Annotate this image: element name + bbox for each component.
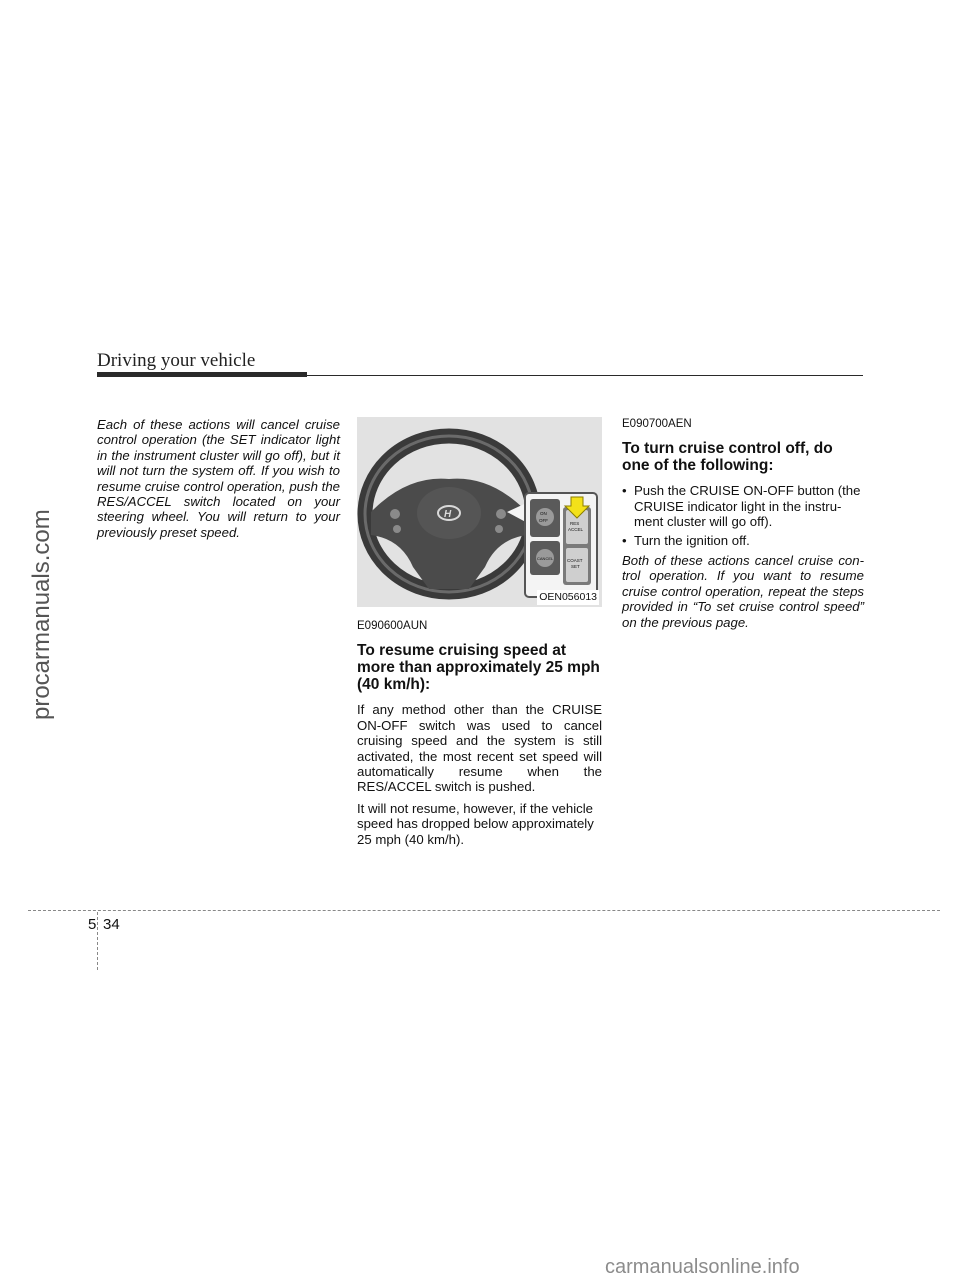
svg-text:H: H: [444, 509, 452, 520]
accel-label: ACCEL: [568, 527, 584, 532]
middle-column: [357, 417, 602, 853]
on-label: ON: [540, 511, 547, 516]
footer-vertical-divider: [97, 912, 98, 970]
set-label: SET: [571, 564, 580, 569]
side-watermark: procarmanuals.com: [28, 509, 55, 720]
header-rule-thin: [307, 375, 863, 376]
off-label: OFF: [539, 518, 548, 523]
section-code: E090700AEN: [622, 418, 692, 430]
coast-label: COAST: [567, 558, 583, 563]
section-number: 5: [88, 916, 97, 933]
figure-caption: OEN056013: [537, 590, 599, 605]
bullet-list: [622, 483, 864, 548]
header-rule-thick: [97, 372, 307, 377]
paragraph: It will not resume, however, if the vehicle speed has dropped below approximately 25 mph (40 km/h).: [357, 800, 594, 847]
page-header-title: Driving your vehicle: [97, 350, 256, 371]
steering-wheel-figure: [357, 417, 602, 607]
cancel-actions-note: Each of these actions will cancel cruise control operation (the SET indicator light in the instrument cluster will go off), but it will not turn the system off. If you wish to resume cruise control operation, push the RES/ACCEL switch located on your steering wheel. You will return to your previously preset speed.: [97, 417, 340, 540]
section-heading: To resume cruising speed at more than approximately 25 mph (40 km/h):: [357, 642, 600, 694]
paragraph: If any method other than the CRUISE ON-OFF switch was used to cancel cruising speed and the system is still activated, the most recent set speed will automatically resume when the RES/ACCEL switch is pushed.: [357, 702, 602, 795]
page-number: 34: [103, 916, 120, 933]
list-item: • Push the CRUISE ON-OFF button (the CRUISE indicator light in the instru- ment cluster will go off).: [622, 483, 864, 529]
left-column: [97, 417, 340, 546]
italic-note: Both of these actions cancel cruise con- trol operation. If you want to resume cruise control operation, repeat the steps provided in “To set cruise control speed” on the previous page.: [622, 553, 864, 630]
footer-divider: [28, 910, 940, 911]
steering-wheel-illustration: [357, 417, 602, 607]
section-heading: To turn cruise control off, do one of the following:: [622, 440, 833, 475]
list-item: • Turn the ignition off.: [622, 533, 864, 548]
right-column: [622, 417, 864, 636]
bottom-watermark: carmanualsonline.info: [605, 1256, 800, 1278]
res-label: RES: [570, 521, 580, 526]
cancel-label: CANCEL: [537, 556, 554, 561]
section-code: E090600AUN: [357, 620, 428, 632]
